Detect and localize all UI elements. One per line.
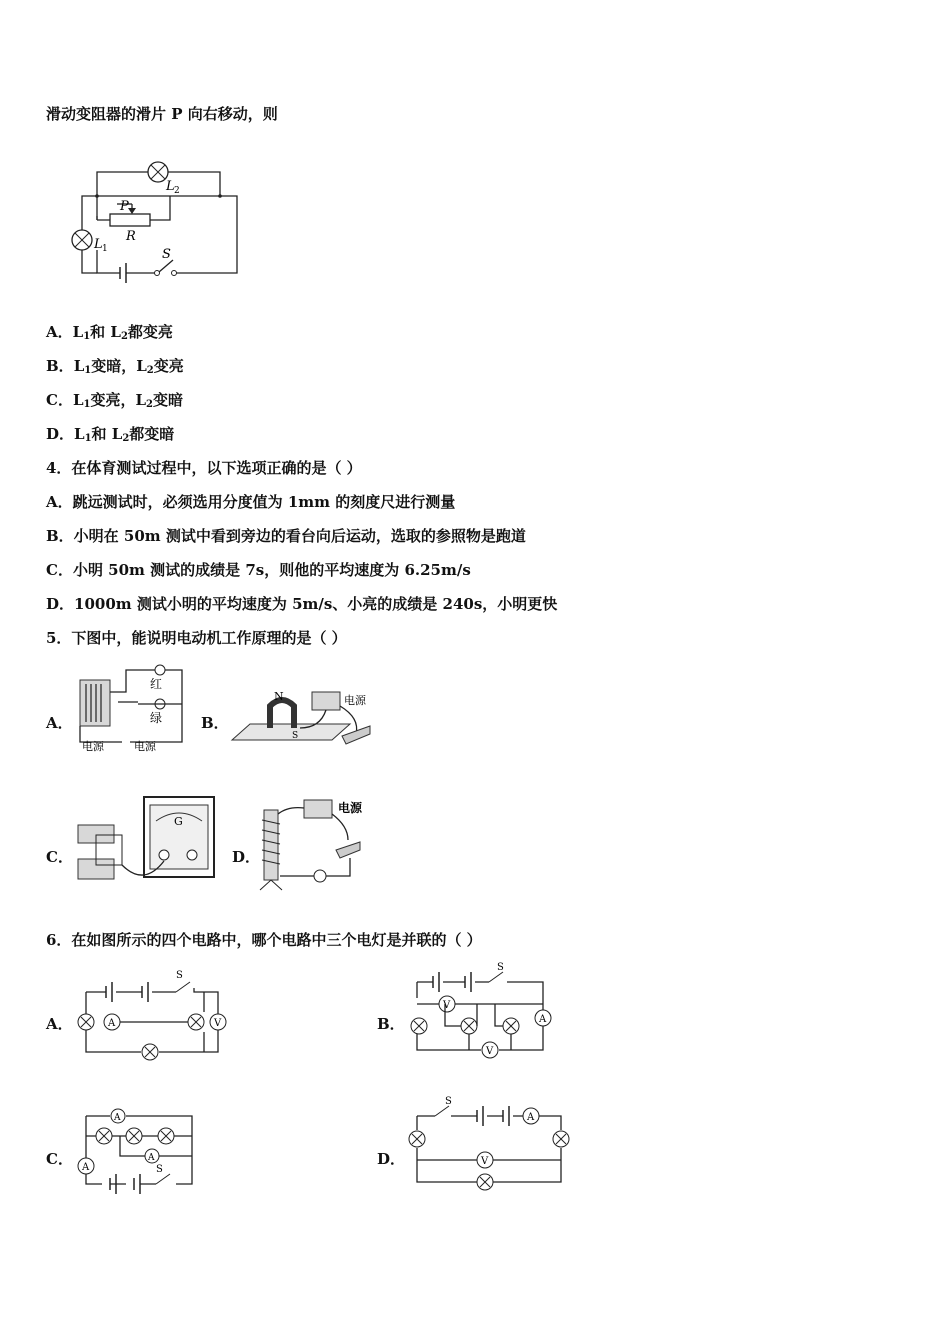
q6-option-a-letter: A． [46, 1015, 73, 1033]
svg-text:A: A [148, 1153, 155, 1163]
q6-option-c-letter: C． [46, 1150, 73, 1168]
svg-text:S: S [176, 970, 183, 981]
svg-text:A: A [82, 1162, 90, 1173]
svg-text:G: G [174, 815, 183, 828]
q5-stem: 5．下图中，能说明电动机工作原理的是（ ） [46, 629, 347, 647]
svg-text:电源: 电源 [344, 694, 366, 707]
svg-text:S: S [497, 962, 504, 973]
q3-stem: 滑动变阻器的滑片 P 向右移动，则 [46, 105, 278, 123]
q5-figure-d-electromagnet [258, 796, 373, 896]
svg-text:S: S [156, 1164, 163, 1175]
q4-option-a: A．跳远测试时，必须选用分度值为 1mm 的刻度尺进行测量 [46, 493, 456, 511]
l2-label: L [166, 179, 175, 194]
q6-circuit-b [405, 962, 560, 1062]
green-lamp-label: 绿 [150, 711, 163, 725]
q5-figure-a-relay [74, 662, 184, 754]
q5-option-b-letter: B． [201, 714, 229, 732]
l1-label: L [94, 237, 103, 252]
rheostat-icon [110, 214, 150, 226]
q3-option-a: A．$L_1$和 $L_2$都变亮 [46, 323, 173, 342]
svg-text:V: V [481, 1156, 489, 1167]
q4-option-d: D．1000m 测试小明的平均速度为 5m/s、小亮的成绩是 240s，小明更快 [46, 595, 558, 613]
svg-text:S: S [445, 1096, 452, 1107]
rheostat-r-label: R [126, 229, 136, 244]
switch-label: S [162, 247, 171, 262]
svg-text:V: V [443, 1000, 451, 1011]
svg-text:V: V [214, 1018, 222, 1029]
q6-circuit-d [405, 1092, 565, 1192]
svg-text:1: 1 [102, 244, 108, 254]
red-lamp-label: 红 [150, 677, 163, 691]
q6-circuit-a [76, 968, 236, 1064]
q3-circuit-diagram [60, 150, 260, 290]
q4-stem: 4．在体育测试过程中，以下选项正确的是（ ） [46, 459, 362, 477]
q5-figure-c-generator [74, 795, 219, 895]
slider-p-label: P [120, 199, 129, 214]
q5-option-d-letter: D． [232, 848, 261, 866]
svg-text:N: N [274, 690, 284, 703]
q6-stem: 6．在如图所示的四个电路中，哪个电路中三个电灯是并联的（ ） [46, 931, 482, 949]
svg-text:V: V [486, 1046, 494, 1057]
q3-option-b: B．$L_1$变暗，$L_2$变亮 [46, 357, 184, 376]
q3-option-d: D．$L_1$和 $L_2$都变暗 [46, 425, 175, 444]
q4-option-b: B．小明在 50m 测试中看到旁边的看台向后运动，选取的参照物是跑道 [46, 527, 526, 545]
svg-text:A: A [114, 1113, 121, 1123]
q5-option-c-letter: C． [46, 848, 73, 866]
q4-option-c: C．小明 50m 测试的成绩是 7s，则他的平均速度为 6.25m/s [46, 561, 471, 579]
svg-text:电源: 电源 [82, 740, 104, 753]
q6-option-b-letter: B． [377, 1015, 405, 1033]
q5-figure-b-motor [230, 688, 380, 754]
q6-circuit-c [76, 1104, 206, 1194]
svg-text:A: A [539, 1014, 547, 1025]
q5-option-a-letter: A． [46, 714, 73, 732]
q3-option-c: C．$L_1$变亮，$L_2$变暗 [46, 391, 184, 410]
svg-text:电源: 电源 [338, 801, 363, 815]
svg-text:A: A [108, 1018, 116, 1029]
svg-text:A: A [527, 1112, 535, 1123]
svg-text:电源: 电源 [134, 740, 156, 753]
svg-text:S: S [292, 731, 299, 741]
svg-text:2: 2 [174, 186, 180, 196]
q6-option-d-letter: D． [377, 1150, 406, 1168]
